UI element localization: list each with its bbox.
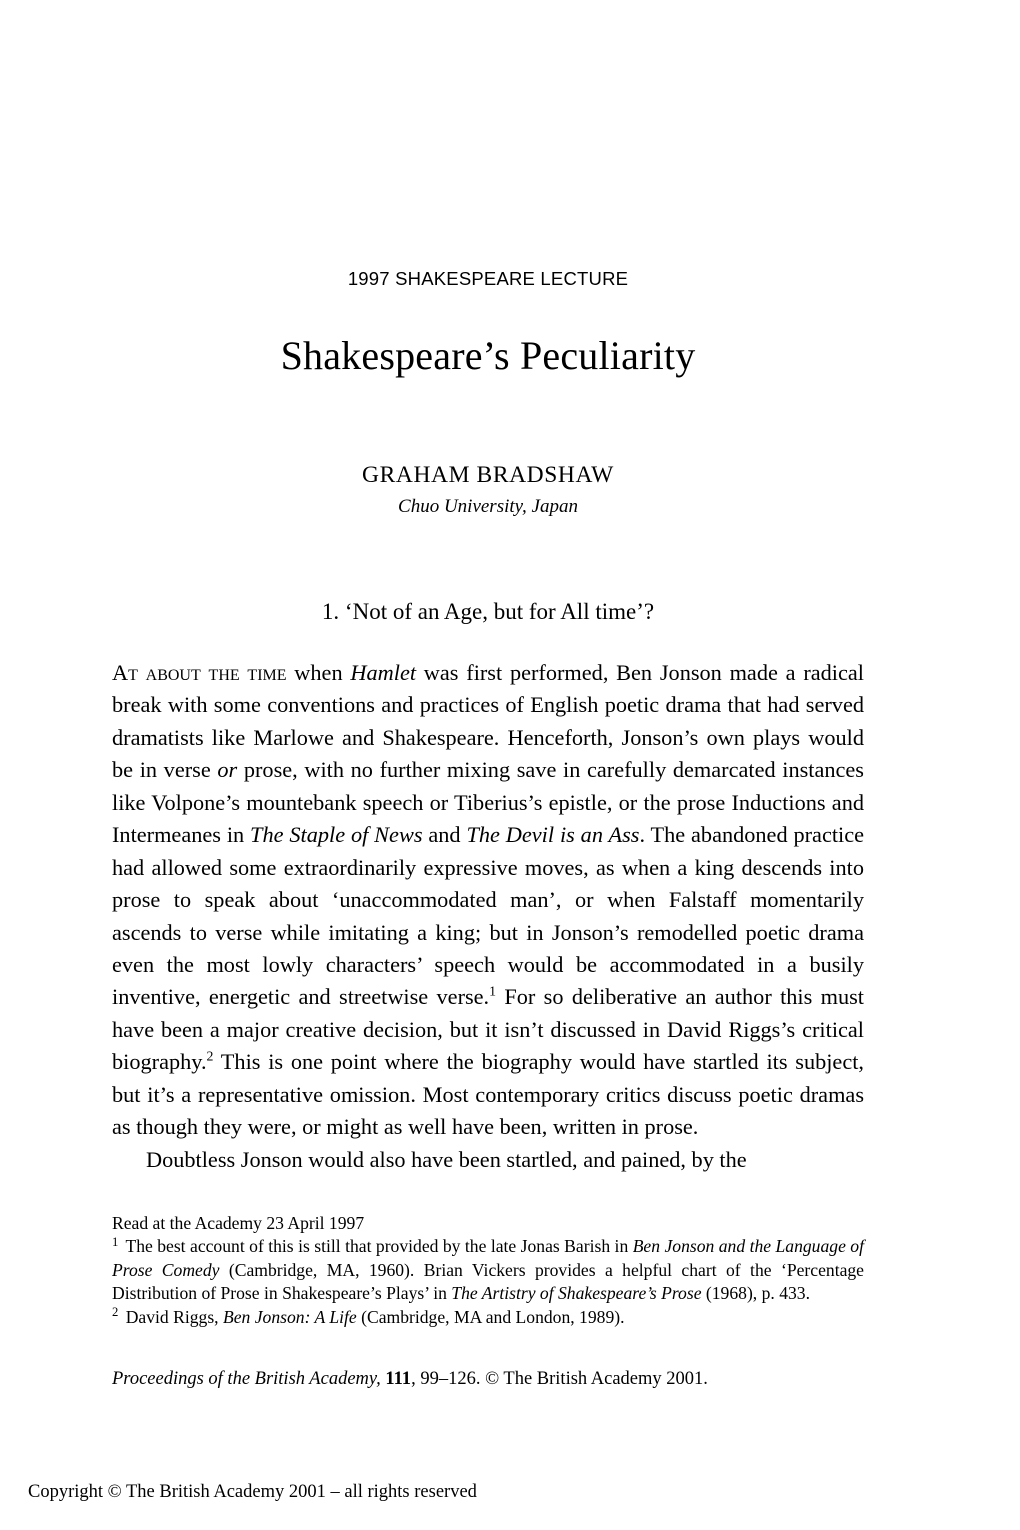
footnote-2-number: 2 bbox=[112, 1304, 119, 1319]
copyright-notice: Copyright © The British Academy 2001 – all rights reserved bbox=[28, 1482, 477, 1502]
page-title: Shakespeare’s Peculiarity bbox=[280, 333, 696, 378]
footnote-2-a: David Riggs, bbox=[121, 1306, 223, 1327]
para1-f: For so deliberative an author this must have been a major creative decision, but it isn’t discussed in David Riggs’s critical biography. bbox=[112, 984, 864, 1075]
page-content bbox=[112, 0, 864, 1390]
para1-g: This is one point where the biography would have startled its subject, but it’s a representative omission. Most contemporary critics discuss poetic dramas as though they were, or might as well have been, written in prose. bbox=[112, 1049, 864, 1140]
proceedings-series: Proceedings of the British Academy, bbox=[112, 1368, 381, 1389]
footnote-2-title: Ben Jonson: A Life bbox=[222, 1306, 357, 1327]
paragraph-2: Doubtless Jonson would also have been startled, and pained, by the bbox=[146, 1146, 747, 1172]
opening-smallcaps: At about the time bbox=[112, 660, 287, 685]
proceedings-pages: , 99–126. © The British Academy 2001. bbox=[411, 1368, 708, 1389]
body-text bbox=[112, 657, 864, 1176]
footnote-1-number: 1 bbox=[112, 1234, 119, 1249]
read-at-note: Read at the Academy 23 April 1997 bbox=[112, 1213, 365, 1233]
footnote-2 bbox=[112, 1306, 864, 1329]
footnote-marker-2[interactable]: 2 bbox=[206, 1048, 214, 1064]
work-title-staple: The Staple of News bbox=[250, 822, 423, 848]
footnote-1-c: (1968), p. 433. bbox=[701, 1283, 810, 1304]
footnotes bbox=[112, 1212, 864, 1329]
footnote-2-b: (Cambridge, MA and London, 1989). bbox=[356, 1306, 625, 1327]
paragraph-1 bbox=[112, 657, 864, 1144]
footnote-1-a: The best account of this is still that provided by the late Jonas Barish in bbox=[121, 1236, 633, 1257]
para1-a: when bbox=[286, 660, 351, 685]
para1-c: prose, with no further mixing save in carefully demarcated instances like Volpone’s mountebank speech or Tiberius’s epistle, or the prose Inductions and Intermeanes in bbox=[112, 757, 864, 848]
footnote-1 bbox=[112, 1235, 864, 1305]
para1-e: . The abandoned practice had allowed some extraordinarily expressive moves, as when a king descends into prose to speak about ‘unaccommodated man’, or when Falstaff momentarily ascends to verse while imitating a king; but in Jonson’s remodelled poetic drama even the most lowly characters’ speech would be accommodated in a busily inventive, energetic and streetwise verse. bbox=[112, 822, 865, 1010]
proceedings-volume: 111 bbox=[385, 1368, 412, 1389]
author-name: GRAHAM BRADSHAW bbox=[362, 462, 614, 488]
proceedings-line bbox=[112, 1369, 864, 1390]
footnote-1-title-2: The Artistry of Shakespeare’s Prose bbox=[451, 1283, 702, 1304]
footnote-1-title-1: Ben Jonson and the Language of Prose Comedy bbox=[112, 1236, 864, 1280]
footnote-marker-1[interactable]: 1 bbox=[489, 983, 497, 999]
para1-b: was first performed, Ben Jonson made a radical break with some conventions and practices of English poetic drama that had served dramatists like Marlowe and Shakespeare. Henceforth, Jonson’s own plays would be in verse bbox=[112, 660, 864, 783]
emphasis-or: or bbox=[217, 757, 238, 783]
section-heading: 1. ‘Not of an Age, but for All time’? bbox=[321, 599, 655, 624]
work-title-hamlet: Hamlet bbox=[350, 660, 417, 685]
work-title-devil: The Devil is an Ass bbox=[466, 822, 640, 848]
footnote-1-b: (Cambridge, MA, 1960). Brian Vickers provides a helpful chart of the ‘Percentage Distribution of Prose in Shakespeare’s Plays’ in bbox=[112, 1259, 864, 1304]
para1-d: and bbox=[422, 822, 467, 848]
lecture-series-heading: 1997 SHAKESPEARE LECTURE bbox=[347, 268, 629, 289]
author-affiliation: Chuo University, Japan bbox=[398, 496, 578, 517]
